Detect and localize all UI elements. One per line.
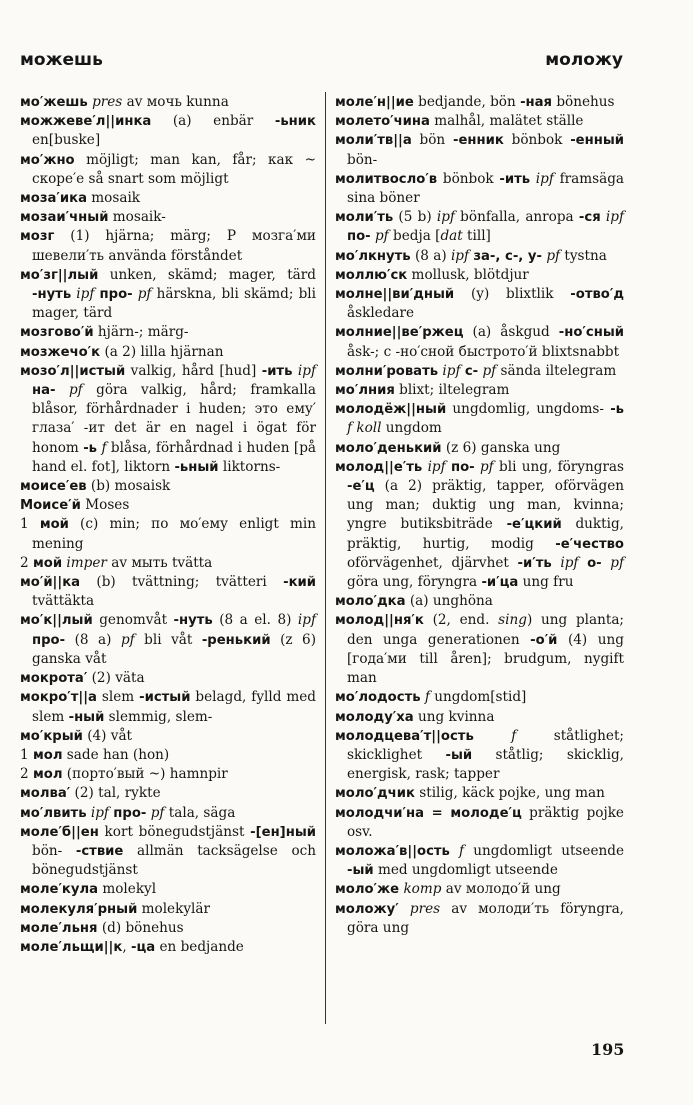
headword: молитвосло′в [335,171,438,187]
dictionary-entry [20,669,316,688]
headword: мо′лкнуть [335,248,411,264]
headword: молние||ве′ржец [335,325,464,341]
dictionary-entry [20,477,316,496]
headword: мо′крый [20,728,83,744]
headword: -ьник [274,114,316,130]
entry-text: göra valkig, hård; framkalla blåsor, förhårdnader i huden; это ему′ глаза′ -ит det är en nagel i ögat för honom [32,382,316,456]
entry-text: sade han (hon) [62,746,170,763]
headword: за-, с-, у- [473,248,542,264]
entry-text: (y) blixtlik [454,286,571,303]
entry-text: duktig, präktig, hurtig, modig [347,516,624,552]
grammar-label: imper [66,554,107,571]
dictionary-entry [20,746,316,765]
dictionary-entry [335,708,624,727]
dictionary-entry [335,93,624,112]
entry-text: malhål, malätet ställe [429,113,584,130]
headword: можжеве′л||инка [20,114,152,130]
dictionary-entry [335,439,624,458]
headword: мозаи′чный [20,210,109,226]
dictionary-entry [335,458,624,592]
entry-text: 2 [20,766,33,783]
headword: мой [32,555,63,571]
dictionary-entry [20,227,316,265]
entry-text: belagd, fylld med slem [32,689,316,725]
entry-text: ungdom [381,420,442,437]
headword: -е′цкий [506,517,562,533]
headword: моли′тв||а [335,133,412,149]
dictionary-entry [335,208,624,246]
entry-text: (a 2) präktig, tapper, oförvägen ung man; duktig ung man, kvinna; yngre butiksbiträde [347,478,624,533]
headword: мо′лния [335,383,395,399]
dictionary-entry [335,611,624,688]
entry-text: slem [96,689,140,706]
entry-text: allmän tacksägelse och bönegudstjänst [32,842,316,879]
headword: мол [32,767,63,783]
headword: о- [587,555,602,571]
entry-text: (8 a el. 8) [212,612,298,629]
entry-text: (d) bönehus [97,919,184,936]
headword: -енник [452,133,504,149]
entry-text: möjligt; man kan, får; как ~ скоре′е så snart som möjligt [32,151,316,187]
dictionary-entry [20,938,316,957]
headword: -и′ть [517,555,552,571]
headword: молод||е′ть [335,459,423,475]
entry-text: blåsa, förhårdnad i huden [på hand el. fot], liktorn [32,439,316,475]
headword: молодёж||ный [335,402,447,418]
headword: мо′й||ка [20,575,81,591]
dictionary-entry [335,880,624,899]
entry-text: ungdom[stid] [429,689,527,706]
entry-text: göra ung, föryngra [347,574,482,591]
headword: -ый [445,747,473,763]
entry-text: (a) unghöna [405,593,493,610]
headword: моложа′в||ость [335,843,450,859]
dictionary-entry [335,784,624,803]
grammar-label: pf [482,362,497,379]
headword: -ь [610,402,624,418]
entry-text: 2 [20,554,33,571]
headword: -енный [570,133,624,149]
headword: моллю′ск [335,267,408,283]
left-column [20,93,316,957]
dictionary-entry [20,919,316,938]
entry-text: av мыть tvätta [106,554,213,571]
entry-text: oförvägenhet, djärvhet [347,554,518,571]
dictionary-entry [20,189,316,208]
headword: -о′й [530,632,558,648]
entry-text: bedja [ [388,228,441,245]
entry-text: stilig, käck pojke, ung man [414,785,605,802]
headword: -отво′д [570,287,624,303]
dictionary-entry [20,343,316,362]
entry-text: Moses [80,497,130,514]
dictionary-entry [335,900,624,938]
column-divider [325,92,326,1024]
headword: Моисе′й [20,498,81,514]
headword: с- [464,363,479,379]
dictionary-entry [20,362,316,477]
entry-text: molekylär [137,900,210,917]
headword: -ьный [174,459,219,475]
entry-text: mosaik [86,190,141,207]
headword: -ный [68,709,105,725]
entry-text: (b) tvättning; tvätteri [80,574,284,591]
headword: -истый [139,690,191,706]
entry-text: unken, skämd; mager, tärd [98,266,316,283]
entry-text: sända iltelegram [496,362,617,379]
grammar-label: ipf [436,209,455,226]
entry-text: genomvåt [92,612,174,629]
entry-text: (1) hjärna; märg; P мозга′ми шевели′ть använda förståndet [32,228,316,264]
entry-text: mosaik- [108,209,166,226]
headword: мо′к||лый [20,613,93,629]
headword: -ца [130,939,156,955]
grammar-label: f koll [347,420,382,437]
dictionary-entry [20,93,316,112]
dictionary-entry [335,170,624,208]
grammar-label: pf [374,228,389,245]
guide-word-right: моложу [545,50,623,70]
entry-text: (порто′вый ~) hamnpir [62,766,228,783]
entry-text: (2) väta [87,670,145,687]
headword: -и′ца [481,575,519,591]
entry-text: ståtlighet; skicklighet [347,727,624,763]
grammar-label: pres [92,94,123,110]
headword: мол [32,747,63,763]
dictionary-entry [20,496,316,515]
entry-text: tala, säga [164,804,236,821]
headword: -ь [83,440,98,456]
headword: -ый [347,863,374,879]
dictionary-entry [20,323,316,342]
grammar-label: f [424,689,430,706]
dictionary-entry [20,880,316,899]
headword: -е′ц [347,479,375,495]
headword: -ить [261,363,293,379]
grammar-label: dat [440,228,463,245]
grammar-label: pf [546,247,561,264]
headword: мокрота′ [20,671,88,687]
headword: молекуля′рный [20,901,138,917]
headword: моло′дка [335,594,406,610]
entry-text: tystna [560,247,607,264]
entry-text: (4) ung [года′ми till åren]; brudgum, nygift man [347,631,624,687]
dictionary-entry [20,554,316,573]
grammar-label: sing [498,612,527,629]
dictionary-entry [20,112,316,150]
entry-text: åsk-; с -но′сной быстрото′й blixtsnabbt [347,343,620,360]
entry-text: slemmig, slem- [104,708,213,725]
dictionary-entry [20,804,316,823]
entry-text: ungdomligt utseende [464,842,624,859]
headword: моле′б||ен [20,824,99,840]
headword: мокро′т||а [20,690,97,706]
grammar-label: ipf [90,804,109,821]
dictionary-entry [20,611,316,669]
dictionary-entry [20,208,316,227]
dictionary-entry [335,112,624,131]
headword: -[ен]ный [250,824,316,840]
headword: про- [99,287,133,303]
page-number: 195 [591,1040,625,1059]
grammar-label: pres [409,900,441,917]
grammar-label: komp [403,881,442,898]
headword: моло′денький [335,440,442,456]
headword: мо′жно [20,152,75,168]
dictionary-entry [20,784,316,803]
dictionary-entry [20,900,316,919]
grammar-label: pf [479,458,494,475]
headword: молва′ [20,786,71,802]
dictionary-entry [335,804,624,842]
headword: -е′чество [555,536,624,552]
dictionary-entry [335,688,624,707]
entry-text [578,555,587,571]
headword: мо′лвить [20,805,87,821]
headword: -ренький [201,632,271,648]
headword: мозг [20,229,55,245]
entry-text: bön [411,132,453,149]
grammar-label: pf [120,631,135,648]
headword: про- [32,632,66,648]
entry-text: mollusk, blötdjur [407,266,529,283]
dictionary-entry [20,266,316,324]
grammar-label: ipf [450,247,470,264]
dictionary-entry [20,151,316,189]
dictionary-entry [335,381,624,400]
dictionary-entry [335,285,624,323]
dictionary-entry [335,323,624,361]
dictionary-entry [20,727,316,746]
headword: про- [113,805,147,821]
grammar-label: pf [68,382,83,399]
dictionary-entry [20,765,316,784]
headword: моле′н||ие [335,95,414,110]
entry-text: av мочь kunna [122,94,229,110]
entry-text: molekyl [98,881,157,898]
entry-text: (b) mosaisk [86,478,171,495]
headword: мо′зг||лый [20,267,99,283]
grammar-label: pf [150,804,165,821]
dictionary-entry [335,400,624,438]
entry-text: bönbok [437,170,500,187]
entry-text: bönehus [552,94,615,110]
entry-text: ung fru [518,574,574,591]
headword: молодчи′на = молоде′ц [335,805,522,821]
entry-text: (2, end. [423,612,499,629]
grammar-label: f [511,727,517,744]
headword: -нуть [32,287,72,303]
entry-text: valkig, hård [hud] [125,362,262,379]
entry-text: bli ung, föryngras [493,458,625,475]
grammar-label: ipf [605,209,624,226]
entry-text: hjärn-; märg- [93,324,189,341]
headword: молоду′ха [335,709,414,725]
entry-text: bedjande, bön [413,94,521,110]
dictionary-entry [335,131,624,169]
dictionary-entry [335,247,624,266]
grammar-label: ipf [442,362,461,379]
running-head [20,50,623,70]
headword: -ная [520,95,553,110]
entry-text: (a 2) lilla hjärnan [100,343,224,360]
entry-text: 1 [20,746,33,763]
entry-text: tvättäkta [32,593,95,610]
entry-text: präktig pojke osv. [347,804,624,840]
guide-word-left: можешь [20,50,103,70]
grammar-label: ipf [535,170,554,187]
headword: -кий [283,575,316,591]
headword: молодцева′т||ость [335,728,474,744]
entry-text: av молодо′й ung [441,881,561,898]
headword: -но′сный [558,325,624,341]
entry-text: (z 6) ganska våt [32,631,316,667]
headword: моза′ика [20,191,87,207]
headword: мо′жешь [20,95,88,110]
dictionary-entry [335,362,624,381]
headword: молни′ровать [335,363,439,379]
entry-text: ung kvinna [413,708,495,725]
headword: мозгово′й [20,325,94,341]
entry-text: (5 b) [393,209,437,226]
grammar-label: ipf [427,458,446,475]
dictionary-entry [20,688,316,726]
grammar-label: pf [137,286,152,303]
headword: молне||ви′дный [335,287,455,303]
entry-text: framsäga sina böner [347,170,624,207]
headword: моле′льщи||к [20,939,123,955]
entry-text: ungdomlig, ungdoms- [446,401,611,418]
grammar-label: ipf [76,286,95,303]
entry-text: av молоди′ть föryngra, göra ung [347,900,624,936]
grammar-label: f [101,439,107,456]
headword: молето′чина [335,114,430,130]
entry-text [602,555,611,571]
dictionary-entry [335,842,624,880]
entry-text: bönbok [503,132,571,149]
headword: -ся [578,210,601,226]
dictionary-entry [20,823,316,881]
headword: моле′кула [20,882,99,898]
headword: -ить [499,171,531,187]
entry-text: ståtlig; skicklig, energisk, rask; tapper [347,746,624,783]
grammar-label: f [459,842,465,859]
entry-text: , [122,938,131,955]
entry-text: (4) våt [82,727,133,744]
dictionary-entry [335,592,624,611]
headword: мозо′л||истый [20,363,126,379]
headword: по- [347,229,371,245]
entry-text: till] [462,228,491,245]
headword: -нуть [173,613,213,629]
entry-text: bön- [32,842,76,859]
grammar-label: pf [610,554,624,571]
headword: моложу′ [335,901,399,917]
headword: моли′ть [335,210,394,226]
entry-text [399,901,410,917]
entry-text: 1 [20,516,40,533]
entry-text: (8 a) [65,631,121,648]
headword: -ствие [75,843,124,859]
entry-text: bön- [347,151,378,168]
entry-text [450,843,459,859]
entry-text: kort bönegudstjänst [98,823,251,840]
entry-text: bli våt [134,631,202,648]
entry-text: en bedjande [155,938,244,955]
headword: на- [32,383,56,399]
entry-text: (c) min; по мо′ему enligt min mening [32,516,316,552]
headword: молод||ня′к [335,613,424,629]
entry-text: liktorns- [218,458,281,475]
grammar-label: ipf [560,554,579,571]
entry-text: bönfalla, anropa [454,209,579,226]
headword: мозжечо′к [20,344,101,360]
entry-text: (2) tal, rykte [70,785,161,802]
headword: мой [39,517,69,533]
headword: моло′дчик [335,786,415,802]
entry-text: (8 a) [410,247,451,264]
entry-text: (z 6) ganska ung [441,439,561,456]
dictionary-entry [335,727,624,785]
entry-text [474,728,511,744]
right-column [335,93,624,938]
headword: моисе′ев [20,479,87,495]
grammar-label: ipf [297,362,316,379]
entry-text: blixt; iltelegram [394,382,510,399]
entry-text: ) ung planta; den unga generationen [347,612,624,648]
grammar-label: ipf [297,612,316,629]
entry-text: (a) enbär [151,113,275,130]
entry-text: en[buske] [32,132,101,149]
entry-text: med ungdomligt utseende [373,862,558,879]
entry-text: åskledare [347,305,415,322]
headword: мо′лодость [335,690,421,706]
headword: моле′льня [20,920,98,936]
entry-text: (a) åskgud [463,324,559,341]
entry-text [55,382,68,398]
entry-text: härskna, bli skämd; bli mager, tärd [32,286,316,322]
headword: по- [451,459,475,475]
dictionary-entry [20,573,316,611]
dictionary-entry [335,266,624,285]
headword: моло′же [335,882,400,898]
dictionary-entry [20,515,316,553]
